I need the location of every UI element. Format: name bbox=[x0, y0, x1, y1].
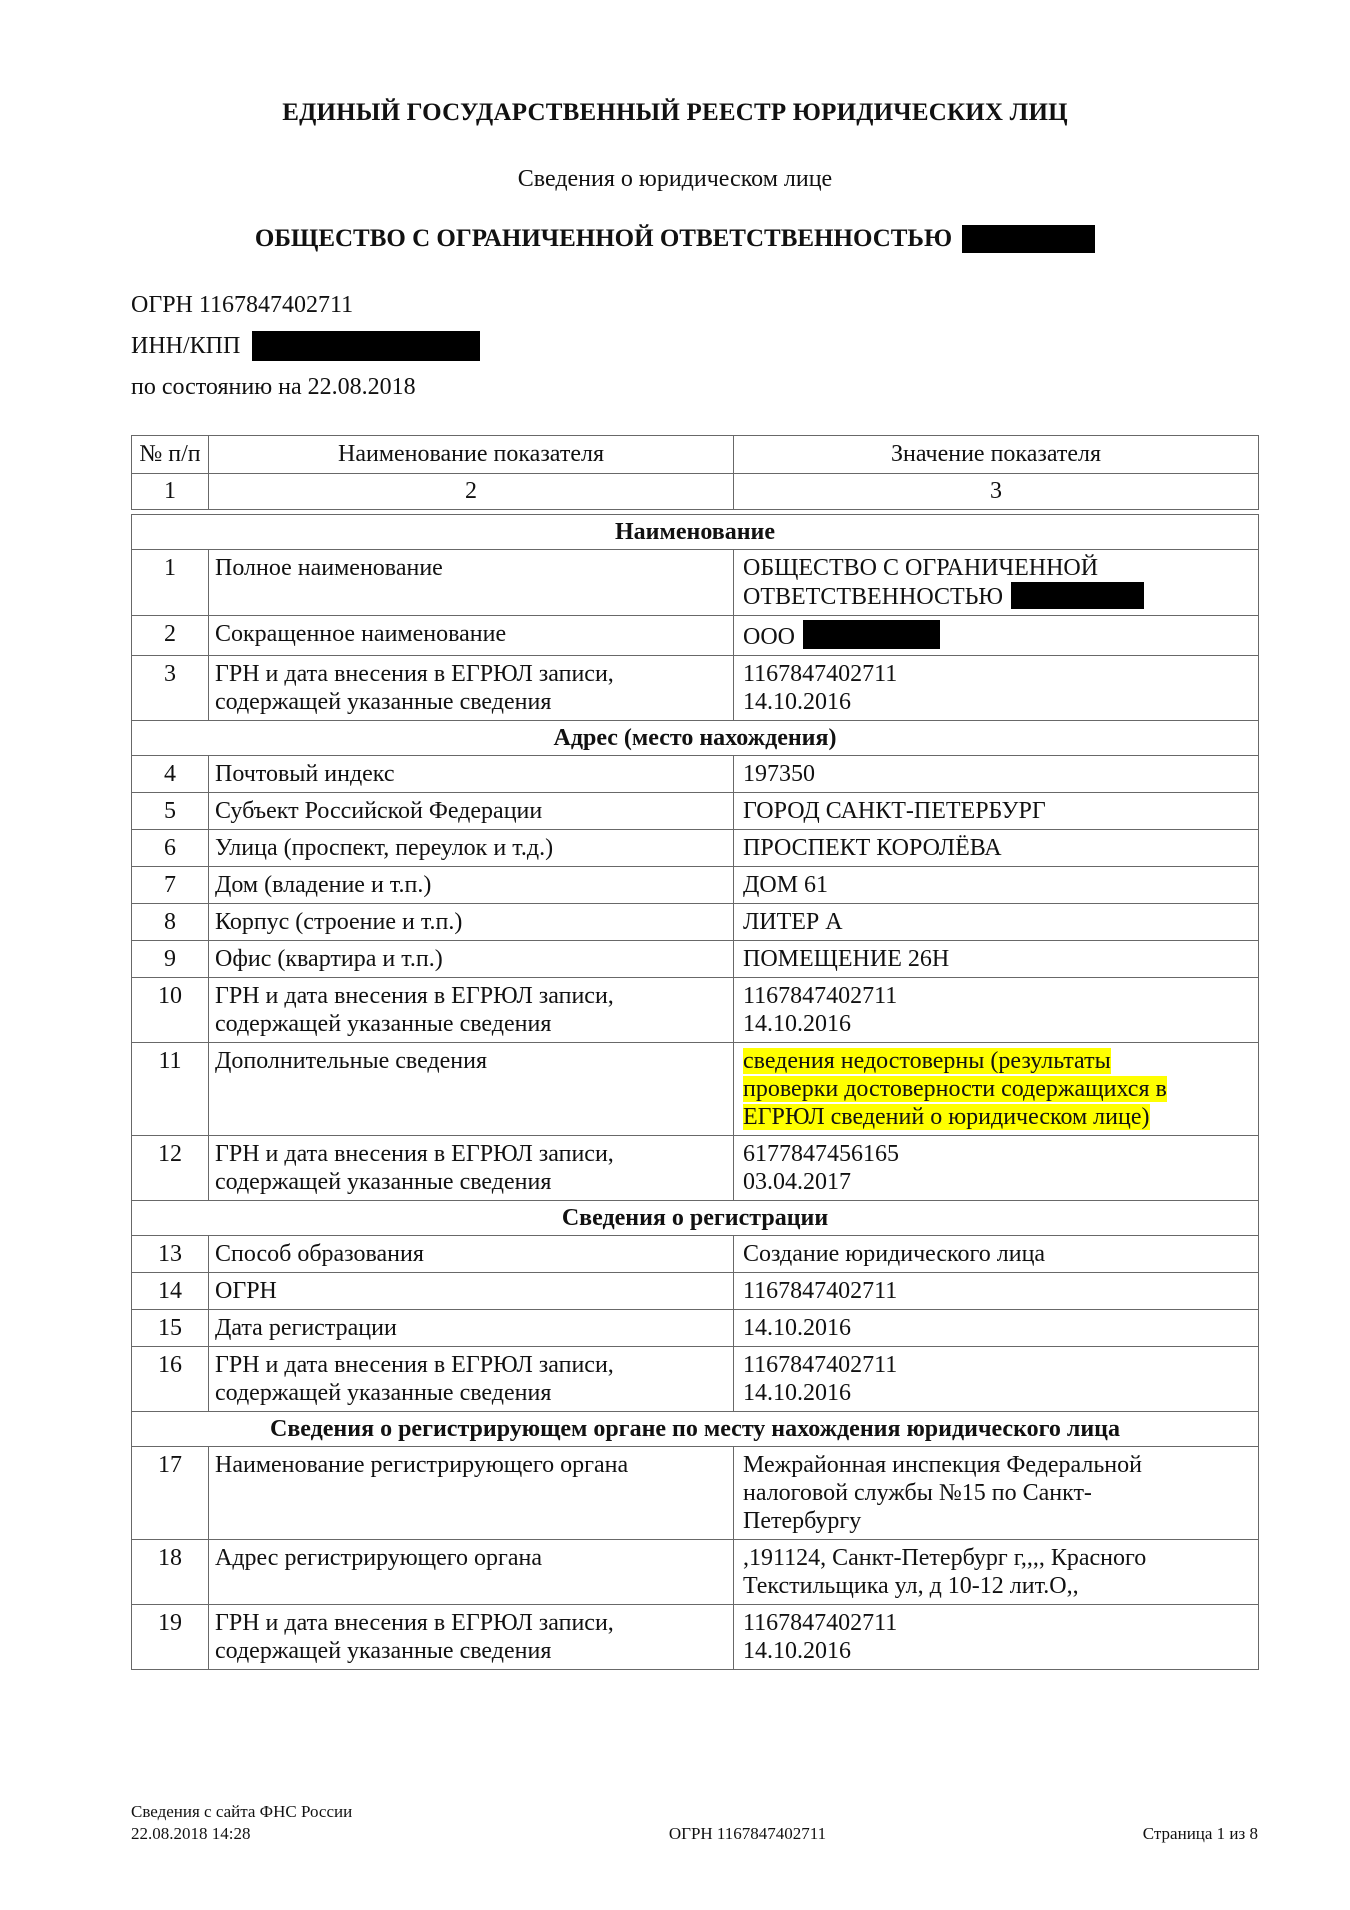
row-number: 6 bbox=[132, 830, 209, 867]
value-text: 1167847402711 bbox=[743, 661, 898, 687]
row-number: 13 bbox=[132, 1236, 209, 1273]
footer-source bbox=[131, 1801, 352, 1845]
highlighted-text: ЕГРЮЛ сведений о юридическом лице) bbox=[743, 1104, 1150, 1130]
value-line bbox=[743, 1351, 1250, 1379]
footer-source-line1: Сведения с сайта ФНС России bbox=[131, 1802, 353, 1821]
value-line bbox=[743, 1379, 1250, 1407]
indicator-name: ГРН и дата внесения в ЕГРЮЛ записи, содержащей указанные сведения bbox=[209, 656, 734, 721]
indicator-name: Почтовый индекс bbox=[209, 756, 734, 793]
section-title: Сведения о регистрации bbox=[132, 1201, 1259, 1236]
indicator-value bbox=[734, 1447, 1259, 1540]
row-number: 8 bbox=[132, 904, 209, 941]
column-title-label: Наименование показателя bbox=[209, 436, 734, 474]
table-row bbox=[132, 793, 1259, 830]
indicator-value bbox=[734, 1273, 1259, 1310]
value-text: 1167847402711 bbox=[743, 1610, 898, 1636]
indicator-name: ГРН и дата внесения в ЕГРЮЛ записи, содержащей указанные сведения bbox=[209, 1136, 734, 1201]
value-line bbox=[743, 660, 1250, 688]
value-line bbox=[743, 871, 1250, 899]
indicator-name: Наименование регистрирующего органа bbox=[209, 1447, 734, 1540]
indicator-value bbox=[734, 978, 1259, 1043]
value-text: 1167847402711 bbox=[743, 983, 898, 1009]
ogrn-line: ОГРН 1167847402711 bbox=[131, 292, 354, 318]
body-table-rows bbox=[132, 515, 1259, 1670]
value-text: ГОРОД САНКТ-ПЕТЕРБУРГ bbox=[743, 798, 1046, 824]
row-number: 18 bbox=[132, 1540, 209, 1605]
value-text: ООО bbox=[743, 624, 795, 650]
value-text: Петербургу bbox=[743, 1508, 862, 1534]
table-row bbox=[132, 1310, 1259, 1347]
table-row bbox=[132, 656, 1259, 721]
value-line bbox=[743, 1277, 1250, 1305]
table-header bbox=[131, 435, 1259, 510]
inn-kpp-label: ИНН/КПП bbox=[131, 333, 241, 359]
table-row bbox=[132, 978, 1259, 1043]
table-row bbox=[132, 1236, 1259, 1273]
column-numbers-row bbox=[132, 474, 1259, 510]
indicator-value bbox=[734, 550, 1259, 616]
row-number: 12 bbox=[132, 1136, 209, 1201]
value-text: ЛИТЕР А bbox=[743, 909, 843, 935]
row-number: 9 bbox=[132, 941, 209, 978]
table-row bbox=[132, 1605, 1259, 1670]
row-number: 16 bbox=[132, 1347, 209, 1412]
indicator-name: Субъект Российской Федерации bbox=[209, 793, 734, 830]
value-line bbox=[743, 1572, 1250, 1600]
row-number: 3 bbox=[132, 656, 209, 721]
indicator-value bbox=[734, 656, 1259, 721]
value-line bbox=[743, 1544, 1250, 1572]
table-row bbox=[132, 941, 1259, 978]
indicator-name: Улица (проспект, переулок и т.д.) bbox=[209, 830, 734, 867]
row-number: 1 bbox=[132, 550, 209, 616]
indicator-name: ОГРН bbox=[209, 1273, 734, 1310]
inn-kpp-line bbox=[131, 326, 1350, 367]
table-row bbox=[132, 756, 1259, 793]
value-redaction bbox=[803, 620, 940, 649]
indicator-value bbox=[734, 1136, 1259, 1201]
value-text: 14.10.2016 bbox=[743, 1380, 851, 1406]
value-line bbox=[743, 797, 1250, 825]
value-text: 14.10.2016 bbox=[743, 1638, 851, 1664]
row-number: 7 bbox=[132, 867, 209, 904]
section-header-row bbox=[132, 1201, 1259, 1236]
value-redaction bbox=[1011, 582, 1144, 609]
section-header-row bbox=[132, 515, 1259, 550]
value-line bbox=[743, 582, 1250, 611]
row-number: 5 bbox=[132, 793, 209, 830]
row-number: 19 bbox=[132, 1605, 209, 1670]
row-number: 15 bbox=[132, 1310, 209, 1347]
value-text: Текстильщика ул, д 10-12 лит.О,, bbox=[743, 1573, 1079, 1599]
column-title-value: Значение показателя bbox=[734, 436, 1259, 474]
value-text: 6177847456165 bbox=[743, 1141, 899, 1167]
row-number: 2 bbox=[132, 616, 209, 656]
page-footer bbox=[131, 1801, 1258, 1845]
value-text: ,191124, Санкт-Петербург г,,,, Красного bbox=[743, 1545, 1147, 1571]
body-table bbox=[131, 514, 1259, 1670]
value-line bbox=[743, 834, 1250, 862]
value-line bbox=[743, 1168, 1250, 1196]
value-text: 14.10.2016 bbox=[743, 689, 851, 715]
table-row bbox=[132, 1447, 1259, 1540]
indicator-value bbox=[734, 1236, 1259, 1273]
indicator-name: Способ образования bbox=[209, 1236, 734, 1273]
table-row bbox=[132, 550, 1259, 616]
table-row bbox=[132, 616, 1259, 656]
footer-ogrn: ОГРН 1167847402711 bbox=[668, 1824, 827, 1843]
row-number: 17 bbox=[132, 1447, 209, 1540]
value-text: ПРОСПЕКТ КОРОЛЁВА bbox=[743, 835, 1002, 861]
value-line bbox=[743, 1637, 1250, 1665]
document-header bbox=[0, 0, 1350, 254]
value-line bbox=[743, 554, 1250, 582]
table-row bbox=[132, 830, 1259, 867]
indicator-name: Полное наименование bbox=[209, 550, 734, 616]
registry-title: ЕДИНЫЙ ГОСУДАРСТВЕННЫЙ РЕЕСТР ЮРИДИЧЕСКИХ ЛИЦ bbox=[282, 99, 1068, 126]
table-row bbox=[132, 1043, 1259, 1136]
row-number: 10 bbox=[132, 978, 209, 1043]
table-row bbox=[132, 1347, 1259, 1412]
highlighted-text: проверки достоверности содержащихся в bbox=[743, 1076, 1167, 1102]
value-line bbox=[743, 1075, 1250, 1103]
table-row bbox=[132, 1540, 1259, 1605]
inn-kpp-redaction bbox=[252, 331, 480, 361]
organization-name-prefix: ОБЩЕСТВО С ОГРАНИЧЕННОЙ ОТВЕТСТВЕННОСТЬЮ bbox=[254, 225, 953, 252]
section-header-row bbox=[132, 1412, 1259, 1447]
value-line bbox=[743, 982, 1250, 1010]
value-text: 03.04.2017 bbox=[743, 1169, 851, 1195]
value-line bbox=[743, 1507, 1250, 1535]
indicator-value bbox=[734, 867, 1259, 904]
footer-source-line2: 22.08.2018 14:28 bbox=[131, 1824, 251, 1843]
value-text: налоговой службы №15 по Санкт- bbox=[743, 1480, 1092, 1506]
column-number-1: 1 bbox=[132, 474, 209, 510]
table-row bbox=[132, 1136, 1259, 1201]
value-text: ОТВЕТСТВЕННОСТЬЮ bbox=[743, 584, 1004, 610]
value-text: 1167847402711 bbox=[743, 1352, 898, 1378]
indicator-value bbox=[734, 941, 1259, 978]
as-of-date-line: по состоянию на 22.08.2018 bbox=[131, 374, 416, 400]
indicator-name: ГРН и дата внесения в ЕГРЮЛ записи, содержащей указанные сведения bbox=[209, 978, 734, 1043]
value-text: 1167847402711 bbox=[743, 1278, 898, 1304]
value-line bbox=[743, 760, 1250, 788]
value-line bbox=[743, 1140, 1250, 1168]
value-line bbox=[743, 620, 1250, 651]
indicator-value bbox=[734, 1347, 1259, 1412]
value-line bbox=[743, 1314, 1250, 1342]
value-line bbox=[743, 1240, 1250, 1268]
indicator-name: Дополнительные сведения bbox=[209, 1043, 734, 1136]
column-title-num: № п/п bbox=[132, 436, 209, 474]
indicator-name: Дом (владение и т.п.) bbox=[209, 867, 734, 904]
value-line bbox=[743, 688, 1250, 716]
indicator-name: Адрес регистрирующего органа bbox=[209, 1540, 734, 1605]
value-text: ОБЩЕСТВО С ОГРАНИЧЕННОЙ bbox=[743, 555, 1099, 581]
value-line bbox=[743, 945, 1250, 973]
section-title: Наименование bbox=[132, 515, 1259, 550]
indicator-value bbox=[734, 1310, 1259, 1347]
row-number: 14 bbox=[132, 1273, 209, 1310]
value-text: 14.10.2016 bbox=[743, 1315, 851, 1341]
value-text: 14.10.2016 bbox=[743, 1011, 851, 1037]
indicator-value bbox=[734, 616, 1259, 656]
indicator-name: ГРН и дата внесения в ЕГРЮЛ записи, содержащей указанные сведения bbox=[209, 1605, 734, 1670]
indicator-value bbox=[734, 904, 1259, 941]
value-text: Межрайонная инспекция Федеральной bbox=[743, 1452, 1142, 1478]
table-row bbox=[132, 1273, 1259, 1310]
value-line bbox=[743, 1103, 1250, 1131]
document-subtitle: Сведения о юридическом лице bbox=[517, 166, 833, 192]
row-number: 4 bbox=[132, 756, 209, 793]
value-text: Создание юридического лица bbox=[743, 1241, 1046, 1267]
value-line bbox=[743, 908, 1250, 936]
indicator-value bbox=[734, 756, 1259, 793]
section-title: Сведения о регистрирующем органе по месту нахождения юридического лица bbox=[132, 1412, 1259, 1447]
value-text: ПОМЕЩЕНИЕ 26Н bbox=[743, 946, 950, 972]
column-number-2: 2 bbox=[209, 474, 734, 510]
indicator-name: Сокращенное наименование bbox=[209, 616, 734, 656]
column-titles-row bbox=[132, 436, 1259, 474]
indicator-value bbox=[734, 830, 1259, 867]
indicator-name: ГРН и дата внесения в ЕГРЮЛ записи, содержащей указанные сведения bbox=[209, 1347, 734, 1412]
indicator-value bbox=[734, 1043, 1259, 1136]
indicator-value bbox=[734, 1540, 1259, 1605]
org-name-redaction bbox=[962, 225, 1095, 253]
footer-page-number: Страница 1 из 8 bbox=[1142, 1824, 1258, 1843]
value-line bbox=[743, 1609, 1250, 1637]
section-title: Адрес (место нахождения) bbox=[132, 721, 1259, 756]
row-number: 11 bbox=[132, 1043, 209, 1136]
value-line bbox=[743, 1479, 1250, 1507]
section-header-row bbox=[132, 721, 1259, 756]
value-line bbox=[743, 1010, 1250, 1038]
organization-name-line bbox=[0, 224, 1350, 254]
indicators-table-wrap bbox=[131, 435, 1258, 1670]
highlighted-text: сведения недостоверны (результаты bbox=[743, 1048, 1111, 1074]
indicator-value bbox=[734, 1605, 1259, 1670]
indicator-name: Дата регистрации bbox=[209, 1310, 734, 1347]
column-number-3: 3 bbox=[734, 474, 1259, 510]
value-line bbox=[743, 1047, 1250, 1075]
value-text: 197350 bbox=[743, 761, 815, 787]
value-text: ДОМ 61 bbox=[743, 872, 829, 898]
indicator-name: Корпус (строение и т.п.) bbox=[209, 904, 734, 941]
indicator-name: Офис (квартира и т.п.) bbox=[209, 941, 734, 978]
registration-meta bbox=[131, 285, 1350, 408]
indicator-value bbox=[734, 793, 1259, 830]
table-row bbox=[132, 867, 1259, 904]
table-row bbox=[132, 904, 1259, 941]
value-line bbox=[743, 1451, 1250, 1479]
